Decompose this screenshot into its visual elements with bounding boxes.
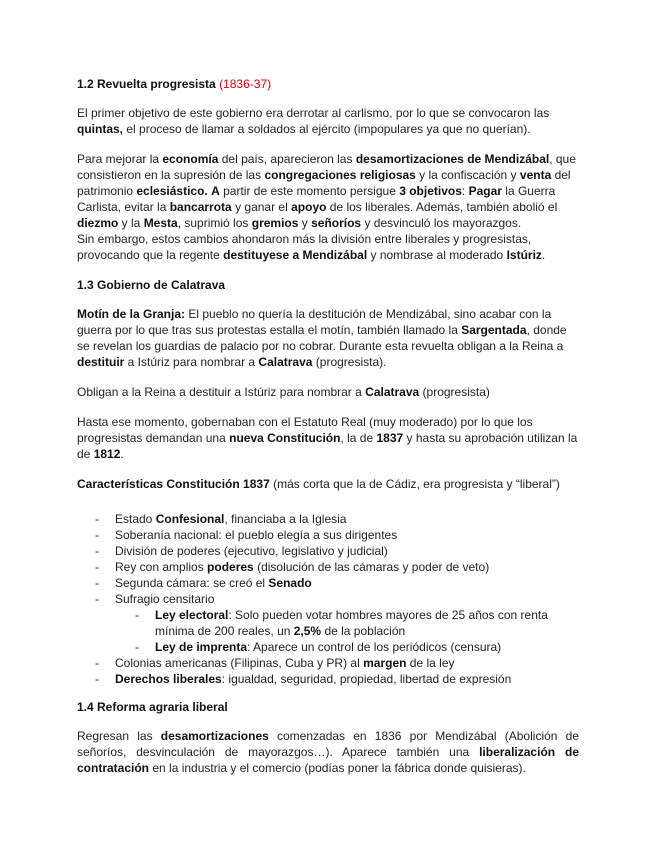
t: señoríos — [311, 216, 362, 230]
t: la Guerra Carlista, evitar la — [77, 184, 556, 214]
t: , donde se revelan los guardias de palacio por no cobrar. Durante esta revuelta obligan a la Reina a — [77, 323, 567, 353]
t: y la — [118, 216, 144, 230]
t: , suprimió los — [177, 216, 252, 230]
t: de los liberales. Además, también abolió el — [326, 200, 558, 214]
t: , financiaba a la Iglesia — [224, 512, 347, 526]
t: : Solo pueden votar hombres mayores de 25 años con renta mínima de 200 reales, un — [155, 608, 548, 638]
t: Colonias americanas (Filipinas, Cuba y PR) al — [115, 656, 364, 670]
t: partir de este momento persigue — [219, 184, 400, 198]
t: del patrimonio — [77, 168, 571, 198]
t: Estado — [115, 512, 156, 526]
t: Motín de la Granja: — [77, 307, 186, 321]
t: Soberanía nacional: el pueblo elegía a sus dirigentes — [115, 528, 398, 542]
t: y ganar el — [231, 200, 292, 214]
t: Istúriz — [506, 248, 542, 262]
t: a Istúriz para nombrar a — [124, 355, 259, 369]
list-item — [77, 655, 579, 671]
list-item — [77, 559, 579, 575]
t: y desvinculó los mayorazgos. — [361, 216, 522, 230]
t: 1837 — [376, 431, 404, 445]
para-1-2-b — [77, 151, 579, 231]
list-item — [77, 671, 579, 687]
sublist-container — [77, 607, 579, 655]
t: . — [120, 447, 124, 461]
t: El primer objetivo de este gobierno era derrotar al carlismo, por lo que se convocaron las — [77, 106, 550, 120]
t: Ley electoral — [155, 608, 229, 622]
t: y nombrase al moderado — [367, 248, 507, 262]
heading-1-2-date: (1836-37) — [219, 77, 272, 91]
t: Sin embargo, estos cambios ahondaron más la división entre liberales y progresistas, provocando que la regente — [77, 232, 532, 262]
t: eclesiástico. — [136, 184, 208, 198]
heading-1-2-text: 1.2 Revuelta progresista — [77, 77, 216, 91]
t: (disolución de las cámaras y poder de veto) — [253, 560, 490, 574]
t: congregaciones religiosas — [264, 168, 416, 182]
list-item — [77, 575, 579, 591]
t: desamortizaciones de Mendizábal — [355, 152, 550, 166]
t: 2,5% — [293, 624, 322, 638]
t: de la ley — [406, 656, 455, 670]
t: Senado — [268, 576, 312, 590]
t: Calatrava — [258, 355, 313, 369]
t: Sargentada — [461, 323, 527, 337]
t: del país, aparecieron las — [218, 152, 356, 166]
t: 3 objetivos — [399, 184, 462, 198]
t: : igualdad, seguridad, propiedad, libertad de expresión — [221, 672, 512, 686]
t: Pagar — [468, 184, 502, 198]
list-item — [77, 527, 579, 543]
para-1-3-b — [77, 384, 579, 400]
t: Regresan las — [77, 729, 161, 743]
t: Obligan a la Reina a destituir a Istúriz para nombrar a — [77, 385, 366, 399]
t: bancarrota — [169, 200, 232, 214]
t: 1812 — [93, 447, 121, 461]
t: Confesional — [155, 512, 225, 526]
t: Para mejorar la — [77, 152, 163, 166]
t: y la confiscación y — [415, 168, 520, 182]
heading-1-4: 1.4 Reforma agraria liberal — [77, 700, 228, 714]
t: , que consistieron en la supresión de las — [77, 152, 576, 182]
t: Calatrava — [365, 385, 420, 399]
t: . — [541, 248, 546, 262]
t: : — [461, 184, 469, 198]
t: de la población — [321, 624, 406, 638]
sublist-item — [77, 639, 579, 655]
t: en la industria y el comercio (podías poner la fábrica donde quisieras). — [149, 761, 526, 775]
t: apoyo — [291, 200, 327, 214]
para-1-3-c — [77, 414, 579, 462]
t: y — [298, 216, 312, 230]
t: Derechos liberales — [115, 672, 222, 686]
t: (progresista) — [419, 385, 490, 399]
t: desamortizaciones — [160, 729, 269, 743]
constitution-features-list — [77, 511, 579, 687]
para-1-4-a — [77, 728, 579, 776]
list-item — [77, 511, 579, 527]
t: (progresista). — [312, 355, 387, 369]
t: : Aparece un control de los periódicos (censura) — [247, 640, 502, 654]
t: destituir — [77, 355, 125, 369]
t: margen — [363, 656, 407, 670]
t: Mesta — [143, 216, 178, 230]
heading-1-2 — [77, 76, 579, 92]
t: liberalización de contratación — [77, 745, 579, 775]
t: Sufragio censitario — [115, 592, 215, 606]
t: El pueblo no quería la destitución de Mendizábal, sino acabar con la guerra por lo que tras sus protestas estalla el motín, también llamado la — [77, 307, 552, 337]
t: quintas, — [77, 122, 124, 136]
t: (más corta que la de Cádiz, era progresista y “liberal”) — [269, 477, 560, 491]
sublist-item — [77, 607, 579, 639]
t: y hasta su aprobación utilizan la de — [77, 431, 578, 461]
t: venta — [519, 168, 552, 182]
para-1-3-d — [77, 476, 579, 492]
t: , la de — [340, 431, 377, 445]
t: Características Constitución 1837 — [77, 477, 270, 491]
t: Segunda cámara: se creó el — [115, 576, 269, 590]
heading-1-3: 1.3 Gobierno de Calatrava — [77, 278, 226, 292]
t: comenzadas en 1836 por Mendizábal (Abolición de señoríos, desvinculación de mayorazgos…). Aparece también una — [77, 729, 579, 759]
t: el proceso de llamar a soldados al ejército (impopulares ya que no querían). — [123, 122, 531, 136]
sufragio-sublist — [77, 607, 579, 655]
list-item — [77, 543, 579, 559]
t: poderes — [207, 560, 254, 574]
t: gremios — [251, 216, 299, 230]
para-1-2-a — [77, 105, 579, 137]
para-1-3-a — [77, 306, 579, 370]
t: A — [211, 184, 220, 198]
t: diezmo — [77, 216, 119, 230]
para-1-2-c — [77, 231, 579, 263]
t: destituyese a Mendizábal — [223, 248, 368, 262]
t: Ley de imprenta — [155, 640, 248, 654]
t: División de poderes (ejecutivo, legislativo y judicial) — [115, 544, 388, 558]
t: economía — [162, 152, 219, 166]
t: Hasta ese momento, gobernaban con el Estatuto Real (muy moderado) por lo que los progresistas demandan una — [77, 415, 533, 445]
t: nueva Constitución — [229, 431, 341, 445]
list-item — [77, 591, 579, 607]
t: Rey con amplios — [115, 560, 208, 574]
